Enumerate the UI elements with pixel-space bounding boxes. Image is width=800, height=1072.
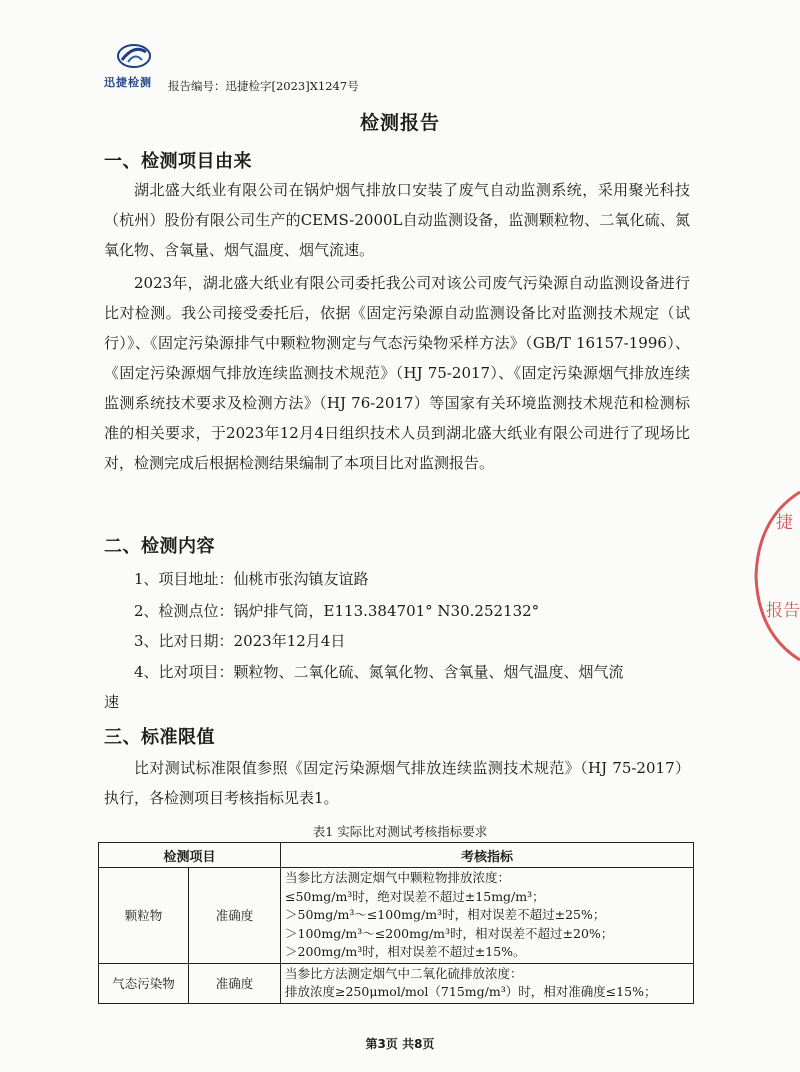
header-criteria: 考核指标 xyxy=(281,843,694,868)
row-criteria xyxy=(281,963,694,1003)
criteria-line: 当参比方法测定烟气中二氧化硫排放浓度： xyxy=(285,965,523,981)
company-logo xyxy=(104,38,166,100)
header-item: 检测项目 xyxy=(99,843,281,868)
table-row xyxy=(99,868,694,964)
page-footer: 第3页 共8页 xyxy=(365,1037,435,1051)
table-caption: 表1 实际比对测试考核指标要求 xyxy=(312,824,488,839)
table-header-row xyxy=(99,843,694,868)
table-row xyxy=(99,963,694,1003)
svg-text:捷: 捷 xyxy=(776,513,793,533)
criteria-line: ＞200mg/m³时，相对误差不超过±15%。 xyxy=(285,944,526,959)
row-type: 准确度 xyxy=(189,868,281,964)
criteria-line: ＞100mg/m³～≤200mg/m³时，相对误差不超过±20%； xyxy=(285,925,614,941)
criteria-line: 排放浓度≥250μmol/mol（715mg/m³）时，相对准确度≤15%； xyxy=(285,984,657,999)
criteria-line: ＞50mg/m³～≤100mg/m³时，相对误差不超过±25%； xyxy=(285,907,606,922)
content-item-date: 3、比对日期：2023年12月4日 xyxy=(134,632,346,650)
content-item-items-cont: 速 xyxy=(104,693,120,711)
paragraph-origin-1: 湖北盛大纸业有限公司在锅炉烟气排放口安装了废气自动监测系统，采用聚光科技（杭州）股份有限公司生产的CEMS-2000L自动监测设备，监测颗粒物、二氧化硫、氮氧化物、含氧量、烟气温度、烟气流速。 xyxy=(104,181,690,259)
page-title: 检测报告 xyxy=(359,112,440,134)
row-type: 准确度 xyxy=(189,963,281,1003)
seal-stamp xyxy=(752,488,800,664)
row-criteria xyxy=(281,868,694,964)
svg-text:报告: 报告 xyxy=(766,601,800,621)
criteria-line: ≤50mg/m³时，绝对误差不超过±15mg/m³； xyxy=(285,888,545,904)
section-heading-content: 二、检测内容 xyxy=(104,536,215,557)
row-item: 颗粒物 xyxy=(99,868,189,964)
content-item-location: 2、检测点位：锅炉排气筒，E113.384701° N30.252132° xyxy=(134,602,540,620)
report-number: 报告编号：迅捷检字[2023]X1247号 xyxy=(168,79,359,93)
section-heading-origin: 一、检测项目由来 xyxy=(104,151,252,172)
paragraph-origin-2: 2023年，湖北盛大纸业有限公司委托我公司对该公司废气污染源自动监测设备进行比对检测。我公司接受委托后，依据《固定污染源自动监测设备比对监测技术规定（试行）》、《固定污染源排气中颗粒物测定与气态污染物采样方法》（GB/T 16157-1996）、《固定污染源烟气排放连续监测技术规范》（HJ 75-2017）、《固定污染源烟气排放连续监测系统技术要求及检测方法》（HJ 76-2017）等国家有关环境监测技术规范和检测标准的相关要求，于2023年12月4日组织技术人员到湖北盛大纸业有限公司进行了现场比对，检测完成后根据检测结果编制了本项目比对监测报告。 xyxy=(104,274,690,472)
criteria-line: 当参比方法测定烟气中颗粒物排放浓度： xyxy=(285,870,511,885)
section-heading-limits: 三、标准限值 xyxy=(104,727,215,748)
paragraph-limits: 比对测试标准限值参照《固定污染源烟气排放连续监测技术规范》（HJ 75-2017）执行，各检测项目考核指标见表1。 xyxy=(104,759,690,807)
row-item: 气态污染物 xyxy=(99,963,189,1003)
content-item-items: 4、比对项目：颗粒物、二氧化硫、氮氧化物、含氧量、烟气温度、烟气流 xyxy=(134,663,624,681)
spec-table xyxy=(98,842,694,1004)
logo-text: 迅捷检测 xyxy=(104,76,152,89)
content-item-address: 1、项目地址：仙桃市张沟镇友谊路 xyxy=(134,570,369,588)
